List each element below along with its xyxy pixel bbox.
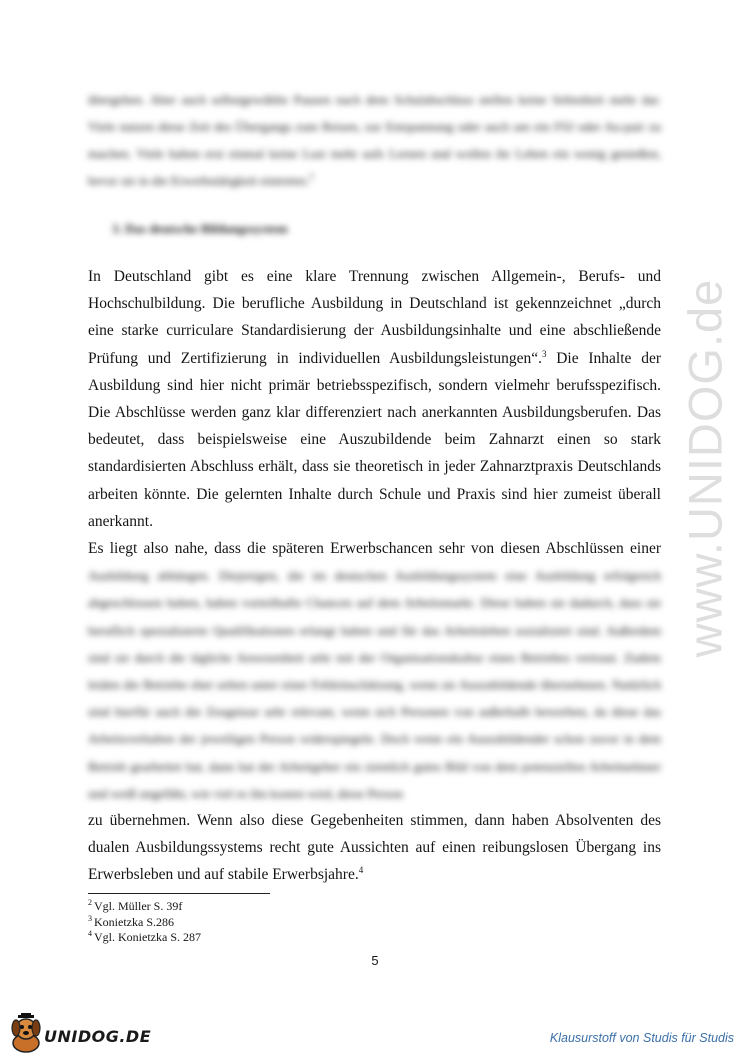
paragraph-1-part1: In Deutschland gibt es eine klare Trennung zwischen Allgemein-, Berufs- und Hochschulbildung. Die berufliche Ausbildung in Deutschland ist gekennzeichnet „durch eine starke curriculare Standardisierung der Ausbildungsinhalte und eine abschließende Prüfung und Zertifizierung in individuellen Ausbildungsleistungen“. — [88, 268, 661, 367]
document-body — [88, 263, 661, 889]
logo-text: UNIDOG.DE — [44, 1027, 152, 1046]
footnotes — [88, 899, 488, 946]
blurred-intro-paragraph — [88, 86, 661, 194]
footnote-item — [88, 899, 488, 915]
dog-mascot-icon — [4, 1013, 48, 1055]
paragraph-2-visible-end — [88, 807, 661, 889]
section-heading: 3. Das deutsche Bildungssystem — [112, 221, 288, 236]
paragraph-2-first-line: Es liegt also nahe, dass die späteren Erwerbschancen sehr von diesen Abschlüssen einer — [88, 540, 661, 558]
page-number: 5 — [371, 953, 379, 968]
footnote-number: 3 — [88, 913, 92, 923]
paragraph-1-part2: Die Inhalte der Ausbildung sind hier nicht primär betriebsspezifisch, sondern vielmehr berufsspezifisch. Die Abschlüsse werden ganz klar differenziert nach anerkannten Ausbildungsberufen. Das bedeutet, dass beispielsweise eine Auszubildende beim Zahnarzt einen so stark standardisierten Abschluss erhält, dass sie theoretisch in jeder Zahnarztpraxis Deutschlands arbeiten könnte. Die gelernten Inhalte durch Schule und Praxis sind hier zumeist überall anerkannt. — [88, 349, 661, 530]
footnote-divider — [88, 893, 270, 894]
footnote-ref: 3 — [541, 348, 547, 359]
footnote-text: Vgl. Müller S. 39f — [94, 899, 183, 913]
footnote-item — [88, 915, 488, 931]
tagline: Klausurstoff von Studis für Studis — [549, 1031, 734, 1045]
footnote-number: 2 — [88, 898, 92, 907]
footnote-text: Vgl. Konietzka S. 287 — [94, 930, 201, 944]
footnote-item — [88, 930, 488, 946]
paragraph-1 — [88, 263, 661, 535]
footnote-text: Konietzka S.286 — [94, 914, 174, 929]
footnote-ref: 4 — [358, 865, 364, 876]
paragraph-2-blurred: Ausbildung abhängen. Diejenigen, die im deutschen Ausbildungssystem eine Ausbildung erfolgreich abgeschlossen haben, haben vorteilhafte Chancen auf dem Arbeitsmarkt. Diese haben sie dadurch, dass sie beruflich spezialisierte Qualifikationen erlangt haben und für das Arbeitsleben sozialisiert sind. Außerdem sind sie durch die tägliche Anwesenheit sehr mit der Organisationskultur eines Betriebes vertraut. Zudem leiden die Betriebe eher selten unter einer Fehleinschätzung, wenn sie Auszubildende übernehmen. Natürlich sind hierfür auch die Zeugnisse sehr relevant, wenn sich Personen von außerhalb bewerben, da diese das Arbeitsverhalten der jeweiligen Person widerspiegeln. Doch wenn ein Auszubildender schon zuvor in dem Betrieb gearbeitet hat, dann hat der Arbeitgeber ein ziemlich gutes Bild von dem potenziellen Arbeitnehmer und weiß ungefähr, wie viel es ihn kosten wird, diese Person — [88, 568, 661, 801]
blurred-intro-text: übergehen. Aber auch selbstgewählte Pausen nach dem Schulabschluss stellen keine Seltenheit mehr dar. Viele nutzen diese Zeit des Übergangs zum Reisen, zur Entspannung oder auch um ein FSJ oder Au-pair zu machen. Viele haben erst einmal keine Lust mehr aufs Lernen und wollen ihr Leben ein wenig genießen, bevor sie in die Erwerbstätigkeit eintreten. — [88, 92, 661, 188]
paragraph-2-end-text: zu übernehmen. Wenn also diese Gegebenheiten stimmen, dann haben Absolventen des dualen Ausbildungssystems recht gute Aussichten auf einen reibungslosen Übergang ins Erwerbsleben und auf stabile Erwerbsjahre. — [88, 812, 661, 884]
watermark: www.UNIDOG.de — [678, 278, 732, 658]
footnote-number: 4 — [88, 929, 92, 938]
unidog-logo[interactable] — [4, 1013, 164, 1055]
footnote-ref: 2 — [308, 171, 314, 182]
